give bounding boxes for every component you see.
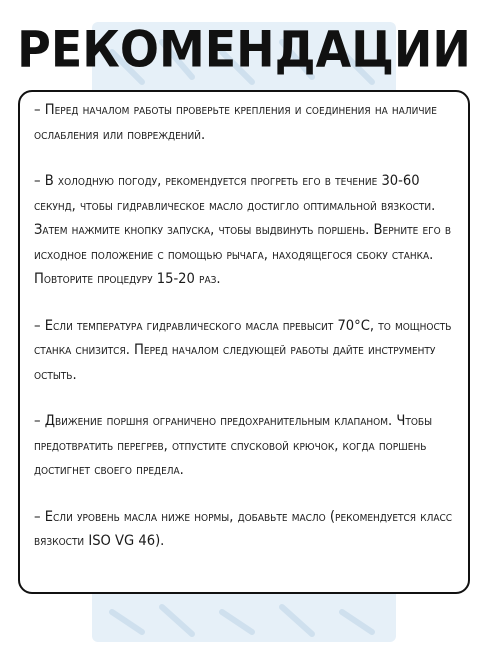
recommendation-item: – В холодную погоду, рекомендуется прогреть его в течение 30-60 секунд, чтобы гидравлическое масло достигло оптимальной вязкости. Затем нажмите кнопку запуска, чтобы выдвинуть поршень. Верните его в исходное положение с помощью рычага, находящегося сбоку станка. Повторите процедуру 15-20 раз. — [34, 172, 452, 287]
page-title: РЕКОМЕНДАЦИИ — [17, 19, 471, 79]
recommendation-item: – Если уровень масла ниже нормы, добавьте масло (рекомендуется класс вязкости ISO VG 46). — [34, 507, 453, 549]
recommendation-item: – Если температура гидравлического масла превысит 70°C, то мощность станка снизится. Перед началом следующей работы дайте инструменту остыть. — [34, 316, 452, 383]
recommendation-item: – Перед началом работы проверьте крепления и соединения на наличие ослабления или повреждений. — [34, 101, 437, 143]
recommendation-item: – Движение поршня ограничено предохранительным клапаном. Чтобы предотвратить перегрев, отпустите спусковой крючок, когда поршень достигнет своего предела. — [34, 412, 433, 478]
recommendations-card — [18, 90, 470, 594]
